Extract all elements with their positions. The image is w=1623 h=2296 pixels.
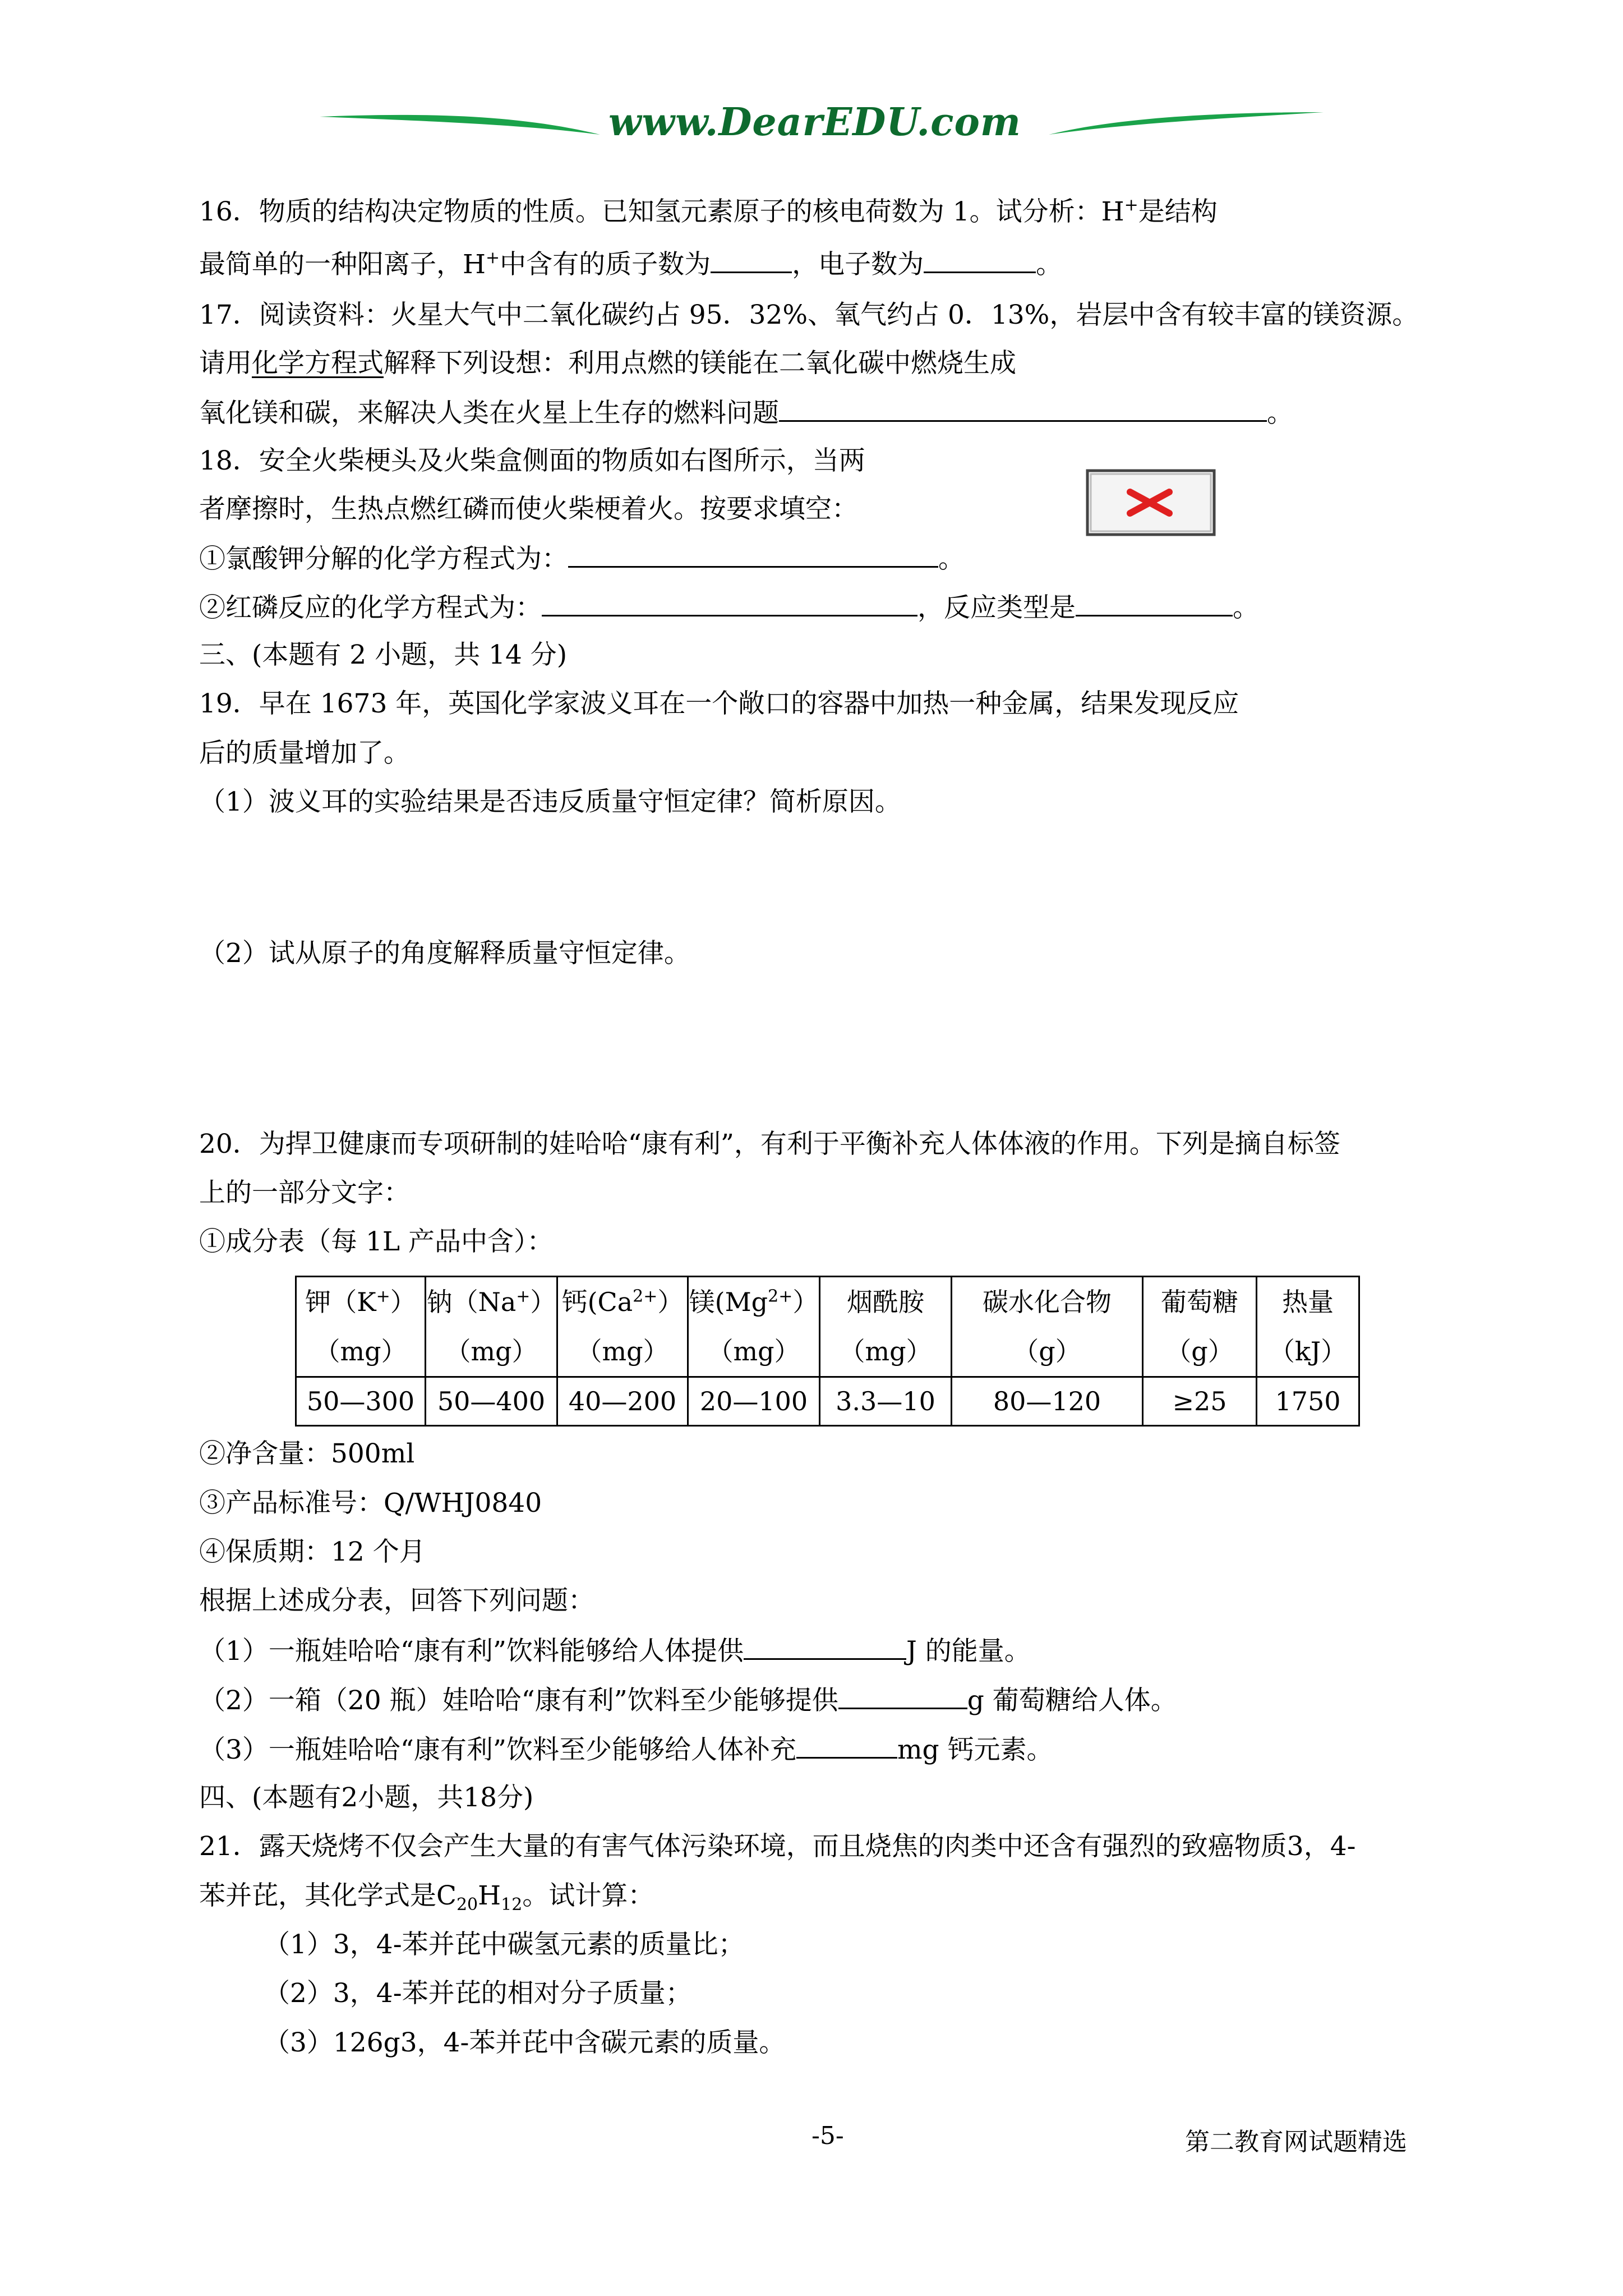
q20-line2: 上的一部分文字： — [199, 1177, 410, 1208]
q18-item2: ②红磷反应的化学方程式为： ，反应类型是 。 — [199, 590, 1259, 625]
q21-line2: 苯并芘，其化学式是$C_{20}H_{12}$。试计算： — [199, 1880, 654, 1915]
q20-energy-blank[interactable] — [744, 1634, 906, 1660]
q20-sub2: （2）一箱（20 瓶）娃哈哈“康有利”饮料至少能够提供 g 葡萄糖给人体。 — [199, 1683, 1177, 1718]
q18-line1: 18．安全火柴梗头及火柴盒侧面的物质如右图所示，当两 — [199, 445, 865, 476]
table-header-cell: 碳水化合物 （g） — [952, 1277, 1143, 1377]
q20-sub3: （3）一瓶娃哈哈“康有利”饮料至少能够给人体补充 mg 钙元素。 — [199, 1732, 1053, 1767]
table-cell: 20—100 — [688, 1377, 820, 1426]
q20-line1: 20．为捍卫健康而专项研制的娃哈哈“康有利”，有利于平衡补充人体体液的作用。下列是摘自标签 — [199, 1129, 1340, 1159]
q20-item1: ①成分表（每 1L 产品中含）： — [199, 1226, 554, 1257]
table-header-cell: 钙$(Ca^{2+})$ （mg） — [557, 1277, 688, 1377]
q20-item4: ④保质期：12 个月 — [199, 1536, 426, 1567]
q21-sub1: （1）3，4-苯并芘中碳氢元素的质量比； — [264, 1929, 745, 1960]
table-cell: 50—300 — [296, 1377, 426, 1426]
q17-line2: 请用化学方程式解释下列设想：利用点燃的镁能在二氧化碳中燃烧生成 — [199, 348, 1016, 379]
q21-sub3: （3）126g3，4-苯并芘中含碳元素的质量。 — [264, 2027, 786, 2058]
table-header-cell: 镁$(Mg^{2+})$ （mg） — [688, 1277, 820, 1377]
section4-heading: 四、(本题有2小题，共18分) — [199, 1782, 534, 1813]
q21-line1: 21．露天烧烤不仅会产生大量的有害气体污染环境，而且烧焦的肉类中还含有强烈的致癌物质3，4- — [199, 1831, 1356, 1862]
table-cell: 40—200 — [557, 1377, 688, 1426]
broken-image-icon — [1085, 468, 1220, 540]
q16-proton-blank[interactable] — [711, 247, 792, 273]
table-cell: ≥25 — [1143, 1377, 1257, 1426]
q16-electron-blank[interactable] — [924, 247, 1036, 273]
table-cell: 3.3—10 — [820, 1377, 952, 1426]
header-logo — [320, 95, 1329, 163]
ingredients-table — [295, 1276, 1360, 1427]
q17-line1: 17．阅读资料：火星大气中二氧化碳约占 95．32%、氧气约占 0．13%，岩层中含有较丰富的镁资源。 — [199, 300, 1419, 330]
table-header-cell: 钾（K+） （mg） — [296, 1277, 426, 1377]
q19-sub2: （2）试从原子的角度解释质量守恒定律。 — [199, 938, 690, 969]
section3-heading: 三、(本题有 2 小题，共 14 分) — [199, 639, 568, 670]
table-row — [296, 1377, 1359, 1426]
table-header-cell: 热量 （kJ） — [1257, 1277, 1359, 1377]
table-header-cell: 钠（Na+） （mg） — [426, 1277, 557, 1377]
q19-line1: 19．早在 1673 年，英国化学家波义耳在一个敞口的容器中加热一种金属，结果发现反应 — [199, 688, 1239, 719]
q16-line1: 16．物质的结构决定物质的性质。已知氢元素原子的核电荷数为 1。试分析：H+是结构 — [199, 195, 1218, 227]
site-name[interactable]: www.DearEDU.com — [608, 100, 1021, 145]
q19-sub1: （1）波义耳的实验结果是否违反质量守恒定律？简析原因。 — [199, 786, 901, 817]
table-cell: 50—400 — [426, 1377, 557, 1426]
q19-line2: 后的质量增加了。 — [199, 738, 410, 769]
q20-prompt: 根据上述成分表，回答下列问题： — [199, 1585, 594, 1616]
footer-source: 第二教育网试题精选 — [1185, 2128, 1407, 2156]
q18-item2-blank[interactable] — [542, 590, 917, 616]
q18-reaction-type-blank[interactable] — [1076, 590, 1233, 616]
table-cell: 1750 — [1257, 1377, 1359, 1426]
q20-calcium-blank[interactable] — [796, 1732, 897, 1759]
q17-answer-blank[interactable] — [779, 395, 1267, 422]
q20-sub1: （1）一瓶娃哈哈“康有利”饮料能够给人体提供 J 的能量。 — [199, 1634, 1031, 1668]
q18-line2: 者摩擦时，生热点燃红磷而使火柴梗着火。按要求填空： — [199, 494, 858, 524]
q20-item2: ②净含量：500ml — [199, 1438, 415, 1469]
q16-line2: 最简单的一种阳离子，H+中含有的质子数为 ，电子数为 。 — [199, 248, 1063, 280]
q20-glucose-blank[interactable] — [838, 1683, 967, 1709]
table-header-row — [296, 1277, 1359, 1377]
table-header-cell: 葡萄糖 （g） — [1143, 1277, 1257, 1377]
page-number: -5- — [811, 2122, 844, 2150]
q21-sub2: （2）3，4-苯并芘的相对分子质量； — [264, 1978, 692, 2009]
q18-item1: ①氯酸钾分解的化学方程式为： 。 — [199, 541, 965, 576]
table-cell: 80—120 — [952, 1377, 1143, 1426]
q18-item1-blank[interactable] — [568, 541, 938, 568]
q17-line3: 氧化镁和碳，来解决人类在火星上生存的燃料问题 。 — [199, 395, 1293, 430]
table-header-cell: 烟酰胺 （mg） — [820, 1277, 952, 1377]
q20-item3: ③产品标准号：Q/WHJ0840 — [199, 1488, 542, 1519]
